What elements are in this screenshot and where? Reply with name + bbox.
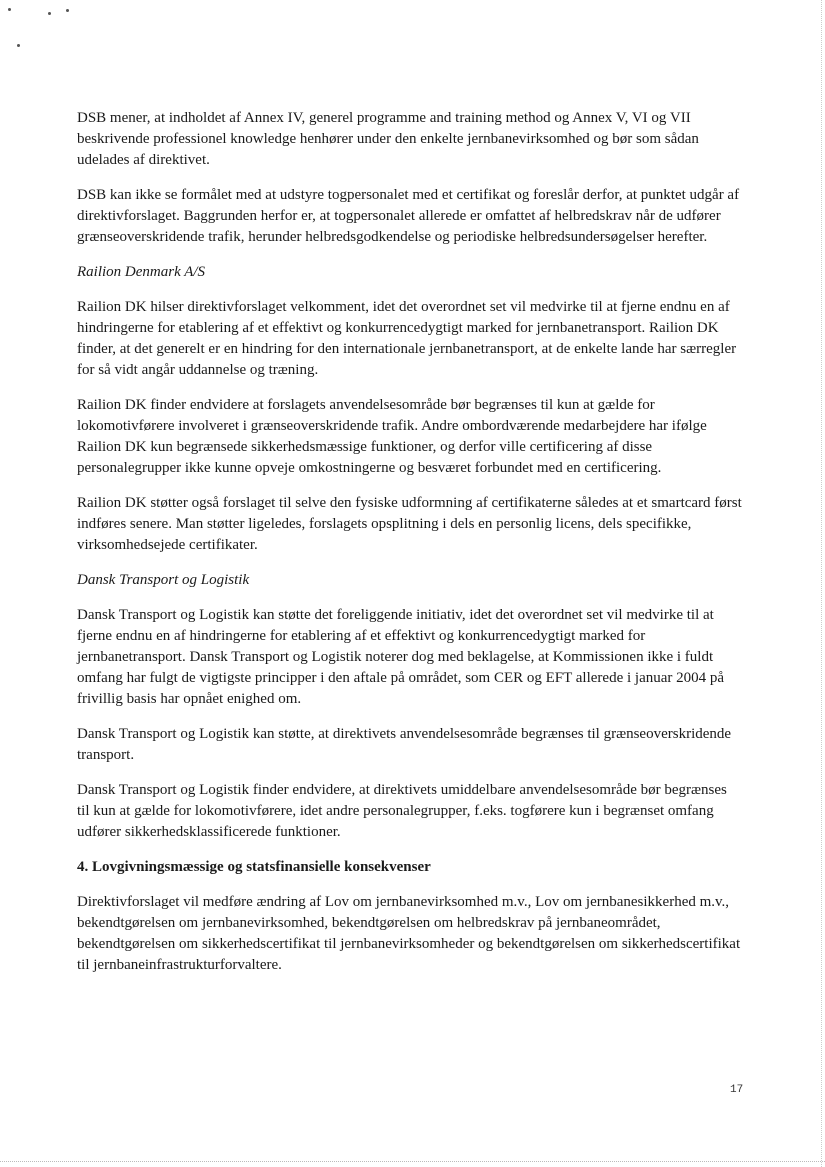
document-body: [77, 108, 742, 990]
paragraph-section-4: Direktivforslaget vil medføre ændring af Lov om jernbanevirksomhed m.v., Lov om jernbanesikkerhed m.v., bekendtgørelsen om jernbanevirksomhed, bekendtgørelsen om helbredskrav på jernbaneområdet, bekendtgørelsen om sikkerhedscertifikat til jernbanevirksomheder og bekendtgørelsen om sikkerhedscertifikat til jernbaneinfrastrukturforvaltere.: [77, 894, 741, 973]
paragraph-dsb-annex: DSB mener, at indholdet af Annex IV, generel programme and training method og Annex V, VI og VII beskrivende professionel knowledge henhører under den enkelte jernbanevirksomhed og bør som sådan udelades af direktivet.: [77, 110, 699, 168]
scan-mark-dot: [8, 8, 11, 11]
scan-mark-dot: [66, 9, 69, 12]
page-number: 17: [730, 1084, 744, 1096]
paragraph-railion-scope: Railion DK finder endvidere at forslagets anvendelsesområde bør begrænses til kun at gælde for lokomotivførere involveret i grænseoverskridende trafik. Andre ombordværende medarbejdere har ifølge Railion DK kun begrænsede sikkerhedsmæssige funktioner, og derfor ville certificering af disse personalegrupper ikke kunne opveje omkostningerne og besværet forbundet med en certificering.: [77, 397, 707, 476]
paragraph-dtl-initiative: Dansk Transport og Logistik kan støtte det foreliggende initiativ, idet det overordnet set vil medvirke til at fjerne endnu en af hindringerne for etablering af et effektivt og konkurrencedygtigt marked for jernbanetransport. Dansk Transport og Logistik noterer dog med beklagelse, at Kommissionen ikke i fuldt omfang har fulgt de vigtigste principper i den aftale på området, som CER og EFT allerede i januar 2004 på frivillig basis har opnået enighed om.: [77, 607, 725, 707]
paragraph-dsb-certificate: DSB kan ikke se formålet med at udstyre togpersonalet med et certifikat og foreslår derfor, at punktet udgår af direktivforslaget. Baggrunden herfor er, at togpersonalet allerede er omfattet af helbredskrav når de udfører grænseoverskridende trafik, herunder helbredsgodkendelse og periodiske helbredsundersøgelser herefter.: [77, 187, 740, 245]
scan-mark-dot: [48, 12, 51, 15]
paragraph-railion-welcome: Railion DK hilser direktivforslaget velkomment, idet det overordnet set vil medvirke til at fjerne endnu en af hindringerne for etablering af et effektivt og konkurrencedygtigt marked for jernbanetransport. Railion DK finder, at det generelt er en hindring for den internationale jernbanetransport, at de enkelte lande har særregler for så vidt angår uddannelse og træning.: [77, 299, 737, 378]
heading-railion: Railion Denmark A/S: [77, 264, 206, 280]
heading-section-4: 4. Lovgivningsmæssige og statsfinansielle konsekvenser: [77, 859, 431, 875]
scan-edge-bottom: [0, 1161, 825, 1163]
paragraph-railion-smartcard: Railion DK støtter også forslaget til selve den fysiske udformning af certifikaterne således at et smartcard først indføres senere. Man støtter ligeledes, forslagets opsplitning i dels en personlig licens, dels specifikke, virksomhedsejede certifikater.: [77, 495, 742, 553]
scan-mark-dot: [17, 44, 20, 47]
scan-edge-right: [821, 0, 823, 1167]
heading-dansk-transport: Dansk Transport og Logistik: [77, 572, 250, 588]
paragraph-dtl-drivers: Dansk Transport og Logistik finder endvidere, at direktivets umiddelbare anvendelsesområde bør begrænses til kun at gælde for lokomotivførere, idet andre personalegrupper, f.eks. togførere kun i begrænset omfang udfører sikkerhedsklassificerede funktioner.: [77, 782, 727, 840]
paragraph-dtl-scope: Dansk Transport og Logistik kan støtte, at direktivets anvendelsesområde begrænses til grænseoverskridende transport.: [77, 726, 732, 763]
